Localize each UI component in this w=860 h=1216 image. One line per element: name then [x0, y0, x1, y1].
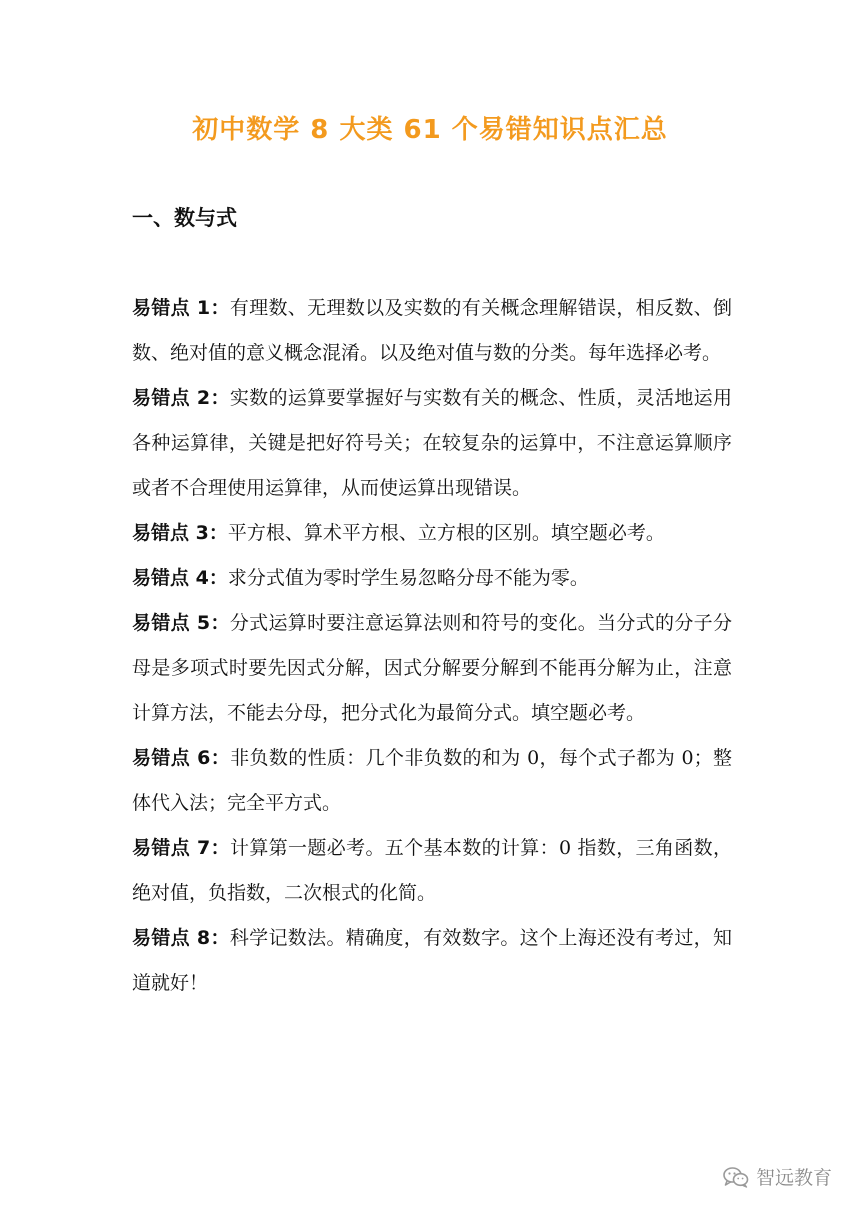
- error-point-1: [132, 286, 732, 376]
- error-point-4: [132, 556, 732, 601]
- error-point-7: [132, 826, 732, 916]
- error-point-text: 实数的运算要掌握好与实数有关的概念、性质，灵活地运用各种运算律，关键是把好符号关；在较复杂的运算中，不注意运算顺序或者不合理使用运算律，从而使运算出现错误。: [132, 387, 732, 499]
- error-point-label: 易错点 7：: [132, 837, 230, 859]
- error-point-text: 平方根、算术平方根、立方根的区别。填空题必考。: [227, 522, 665, 544]
- error-point-text: 非负数的性质：几个非负数的和为 0，每个式子都为 0；整体代入法；完全平方式。: [132, 747, 732, 814]
- error-point-label: 易错点 6：: [132, 747, 231, 769]
- error-point-label: 易错点 2：: [132, 387, 230, 409]
- error-point-8: [132, 916, 732, 1006]
- error-point-label: 易错点 1：: [132, 297, 230, 319]
- error-point-label: 易错点 5：: [132, 612, 230, 634]
- section-heading: 一、数与式: [132, 206, 237, 230]
- error-point-text: 分式运算时要注意运算法则和符号的变化。当分式的分子分母是多项式时要先因式分解，因式分解要分解到不能再分解为止，注意计算方法，不能去分母，把分式化为最简分式。填空题必考。: [132, 612, 732, 724]
- error-point-label: 易错点 4：: [132, 567, 228, 589]
- error-point-2: [132, 376, 732, 511]
- error-point-3: [132, 511, 732, 556]
- watermark: [722, 1163, 832, 1190]
- error-point-label: 易错点 8：: [132, 927, 230, 949]
- error-point-text: 求分式值为零时学生易忽略分母不能为零。: [227, 567, 589, 589]
- error-point-text: 科学记数法。精确度，有效数字。这个上海还没有考过，知道就好！: [132, 927, 732, 994]
- wechat-icon: [722, 1166, 750, 1188]
- error-point-text: 有理数、无理数以及实数的有关概念理解错误，相反数、倒数、绝对值的意义概念混淆。以及绝对值与数的分类。每年选择必考。: [132, 297, 732, 364]
- page-title: 初中数学 8 大类 61 个易错知识点汇总: [192, 115, 668, 145]
- error-point-text: 计算第一题必考。五个基本数的计算：0 指数，三角函数，绝对值，负指数，二次根式的化简。: [132, 837, 732, 904]
- error-point-5: [132, 601, 732, 736]
- error-point-label: 易错点 3：: [132, 522, 228, 544]
- error-point-6: [132, 736, 732, 826]
- error-point-list: [132, 286, 732, 1006]
- watermark-text: 智远教育: [755, 1167, 832, 1189]
